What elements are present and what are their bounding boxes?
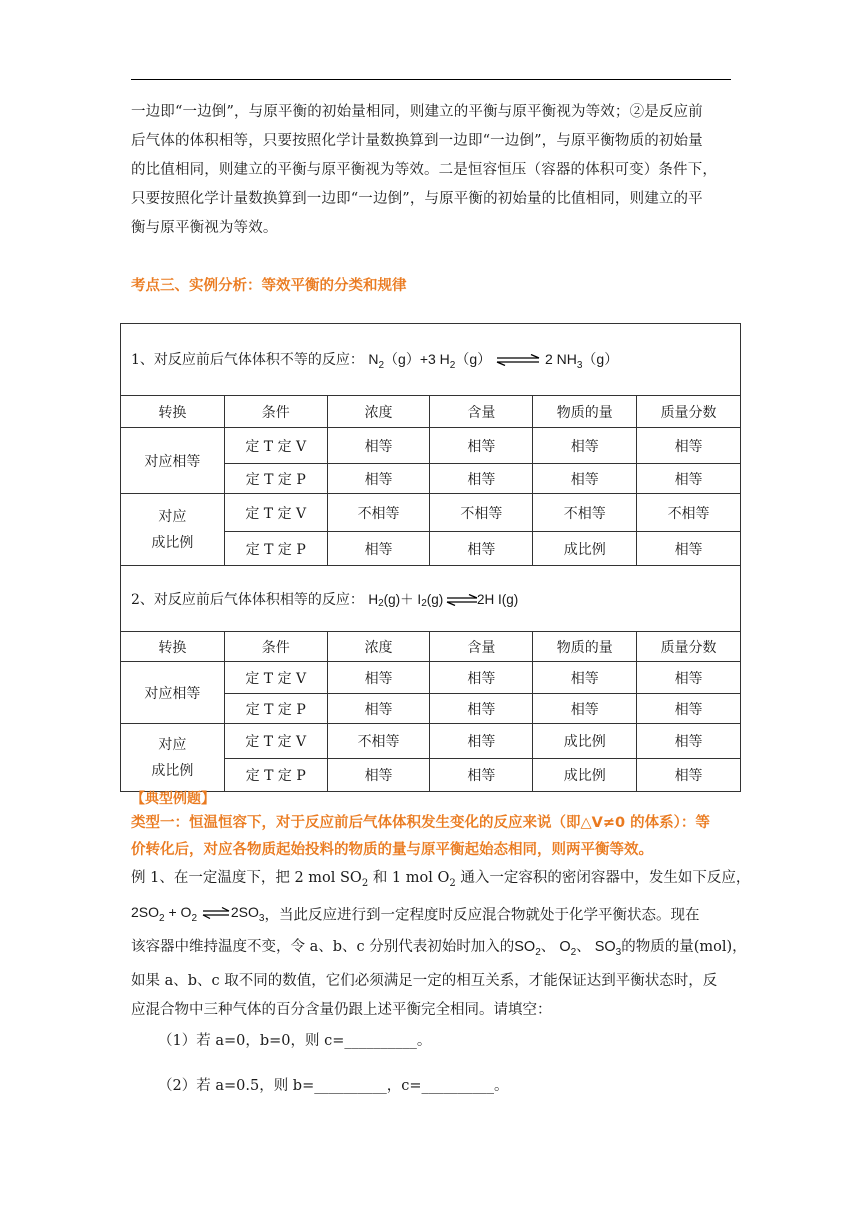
example-line: 应混合物中三种气体的百分含量仍跟上述平衡完全相同。请填空：	[131, 1002, 552, 1018]
table-header-row	[121, 632, 741, 662]
intro-paragraph	[131, 98, 741, 243]
intro-line: 衡与原平衡视为等效。	[131, 220, 278, 236]
header-cell: 转换	[121, 396, 225, 428]
reaction-2-equation: $H_2(g)+ I_2(g)$ 2H I(g)	[368, 592, 519, 609]
table-row: 对应相等 定 T 定 V 相等 相等 相等 相等	[121, 662, 741, 694]
equilibrium-arrow-icon	[495, 354, 541, 366]
intro-line: 的比值相同，则建立的平衡与原平衡视为等效。二是恒容恒压（容器的体积可变）条件下，	[131, 162, 717, 178]
question-1: （1）若 a=0，b=0，则 c=__________。	[158, 1033, 432, 1049]
example-line: 如果 a、b、c 取不同的数值，它们必须满足一定的相互关系，才能保证达到平衡状态时，反	[131, 973, 718, 989]
reaction-1-equation: $N_2(g)+3$ $H_2(g)$ 2 $NH_3(g)$	[368, 350, 619, 371]
group-label: 对应 成比例	[121, 724, 225, 792]
example-1	[131, 864, 751, 1025]
example-heading: 【典型例题】	[131, 791, 215, 807]
example-line: $2SO_2 + O_2$ $2SO_3$，当此反应进行到一定程度时反应混合物就处于化学平衡状态。现在	[131, 898, 746, 933]
equilibrium-arrow-icon	[445, 594, 479, 606]
table-row: 定 T 定 P 相等 相等 相等 相等	[121, 694, 741, 724]
group-label: 对应 成比例	[121, 494, 225, 566]
header-cell: 浓度	[327, 632, 430, 662]
header-cell: 含量	[430, 396, 533, 428]
equivalence-table	[120, 323, 741, 792]
header-cell: 物质的量	[533, 632, 637, 662]
reaction-2: 2、对反应前后气体体积相等的反应： $H_2(g)+ I_2(g)$ 2H I(g)	[121, 566, 741, 632]
intro-line: 后气体的体积相等，只要按照化学计量数换算到一边即“一边倒”，与原平衡物质的初始量	[131, 133, 703, 149]
header-cell: 质量分数	[637, 632, 741, 662]
equilibrium-arrow-icon	[201, 907, 231, 919]
header-cell: 物质的量	[533, 396, 637, 428]
question-2: （2）若 a=0.5，则 b=__________，c=__________。	[158, 1078, 509, 1094]
intro-line: 只要按照化学计量数换算到一边即“一边倒”，与原平衡的初始量的比值相同，则建立的平	[131, 191, 703, 207]
example-line: 该容器中维持温度不变，令 a、b、c 分别代表初始时加入的$SO_2$、 $O_2$、 $SO_3$的物质的量(mol)，	[131, 939, 747, 958]
example-line: 例 1、在一定温度下，把 2 mol $SO_2$ 和 1 mol $O_2$ 通入一定容积的密闭容器中，发生如下反应，	[131, 870, 751, 889]
table-row: 对应 成比例 定 T 定 V 不相等 相等 成比例 相等	[121, 724, 741, 759]
group-label: 对应相等	[121, 428, 225, 494]
reaction-1: 1、对反应前后气体体积不等的反应： $N_2(g)+3$ $H_2(g)$ 2 $NH_3(g)$	[121, 324, 741, 396]
header-cell: 浓度	[327, 396, 430, 428]
group-label: 对应相等	[121, 662, 225, 724]
header-cell: 转换	[121, 632, 225, 662]
header-cell: 含量	[430, 632, 533, 662]
header-cell: 条件	[224, 396, 327, 428]
table-header-row	[121, 396, 741, 428]
intro-line: 一边即“一边倒”，与原平衡的初始量相同，则建立的平衡与原平衡视为等效；②是反应前	[131, 104, 703, 120]
table-row: 对应 成比例 定 T 定 V 不相等 不相等 不相等 不相等	[121, 494, 741, 532]
section-heading: 考点三、实例分析：等效平衡的分类和规律	[131, 278, 407, 294]
table-row: 定 T 定 P 相等 相等 成比例 相等	[121, 759, 741, 792]
table-row: 定 T 定 P 相等 相等 成比例 相等	[121, 532, 741, 566]
header-rule	[131, 79, 731, 80]
header-cell: 条件	[224, 632, 327, 662]
table-row: 对应相等 定 T 定 V 相等 相等 相等 相等	[121, 428, 741, 464]
reaction-equation: $2SO_2 + O_2$ $2SO_3$	[131, 904, 265, 924]
header-cell: 质量分数	[637, 396, 741, 428]
type-one-heading: 类型一：恒温恒容下，对于反应前后气体体积发生变化的反应来说（即△V≠0 的体系）：等 价转化后，对应各物质起始投料的物质的量与原平衡起始态相同，则两平衡等效。	[131, 815, 710, 858]
table-row: 定 T 定 P 相等 相等 相等 相等	[121, 464, 741, 494]
